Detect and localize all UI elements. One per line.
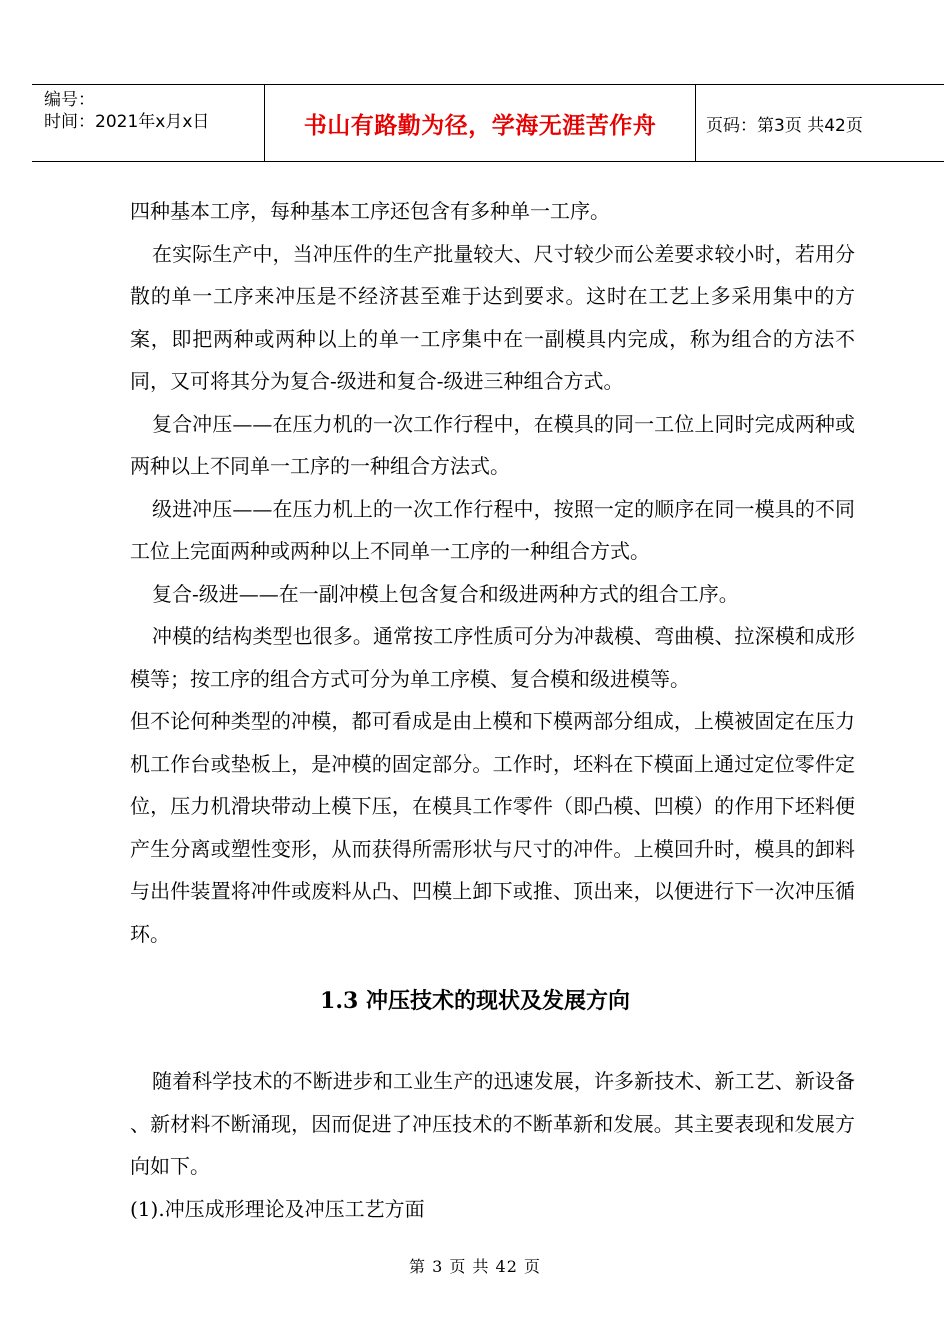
paragraph: 在实际生产中，当冲压件的生产批量较大、尺寸较少而公差要求较小时，若用分散的单一工序来冲压是不经济甚至难于达到要求。这时在工艺上多采用集中的方案，即把两种或两种以上的单一工序集中在一副模具内完成，称为组合的方法不同，又可将其分为复合-级进和复合-级进三种组合方式。	[130, 241, 855, 393]
paragraph: 四种基本工序，每种基本工序还包含有多种单一工序。	[130, 199, 610, 223]
section-title: 1.3 冲压技术的现状及发展方向	[320, 988, 630, 1014]
paragraph: 级进冲压——在压力机上的一次工作行程中，按照一定的顺序在同一模具的不同工位上完面两种或两种以上不同单一工序的一种组合方式。	[130, 496, 855, 563]
paragraph: 冲模的结构类型也很多。通常按工序性质可分为冲裁模、弯曲模、拉深模和成形模等；按工序的组合方式可分为单工序模、复合模和级进模等。	[130, 624, 855, 691]
number-label: 编号：	[44, 90, 95, 110]
paragraph: 复合-级进——在一副冲模上包含复合和级进两种方式的组合工序。	[152, 581, 739, 606]
body-text	[130, 190, 855, 955]
page-footer: 第 3 页 共 42 页	[409, 1257, 541, 1276]
paragraph: 但不论何种类型的冲模，都可看成是由上模和下模两部分组成，上模被固定在压力机工作台或垫板上，是冲模的固定部分。工作时，坯料在下模面上通过定位零件定位，压力机滑块带动上模下压，在模具工作零件（即凸模、凹模）的作用下坯料便产生分离或塑性变形，从而获得所需形状与尺寸的冲件。上模回升时，模具的卸料与出件装置将冲件或废料从凸、凹模上卸下或推、顶出来，以便进行下一次冲压循环。	[130, 709, 855, 946]
paragraph: (1).冲压成形理论及冲压工艺方面	[130, 1196, 425, 1221]
time-label: 时间：2021年x月x日	[44, 112, 210, 132]
header-motto: 书山有路勤为径，学海无涯苦作舟	[264, 85, 696, 161]
header-page-info: 页码：第3页 共42页	[706, 115, 863, 136]
paragraph: 随着科学技术的不断进步和工业生产的迅速发展，许多新技术、新工艺、新设备 、新材料不断涌现，因而促进了冲压技术的不断革新和发展。其主要表现和发展方向如下。	[130, 1069, 855, 1178]
body-text-2	[130, 1060, 855, 1230]
paragraph: 复合冲压——在压力机的一次工作行程中，在模具的同一工位上同时完成两种或两种以上不同单一工序的一种组合方法式。	[130, 411, 855, 478]
header-meta	[32, 85, 264, 161]
document-header	[32, 84, 944, 162]
